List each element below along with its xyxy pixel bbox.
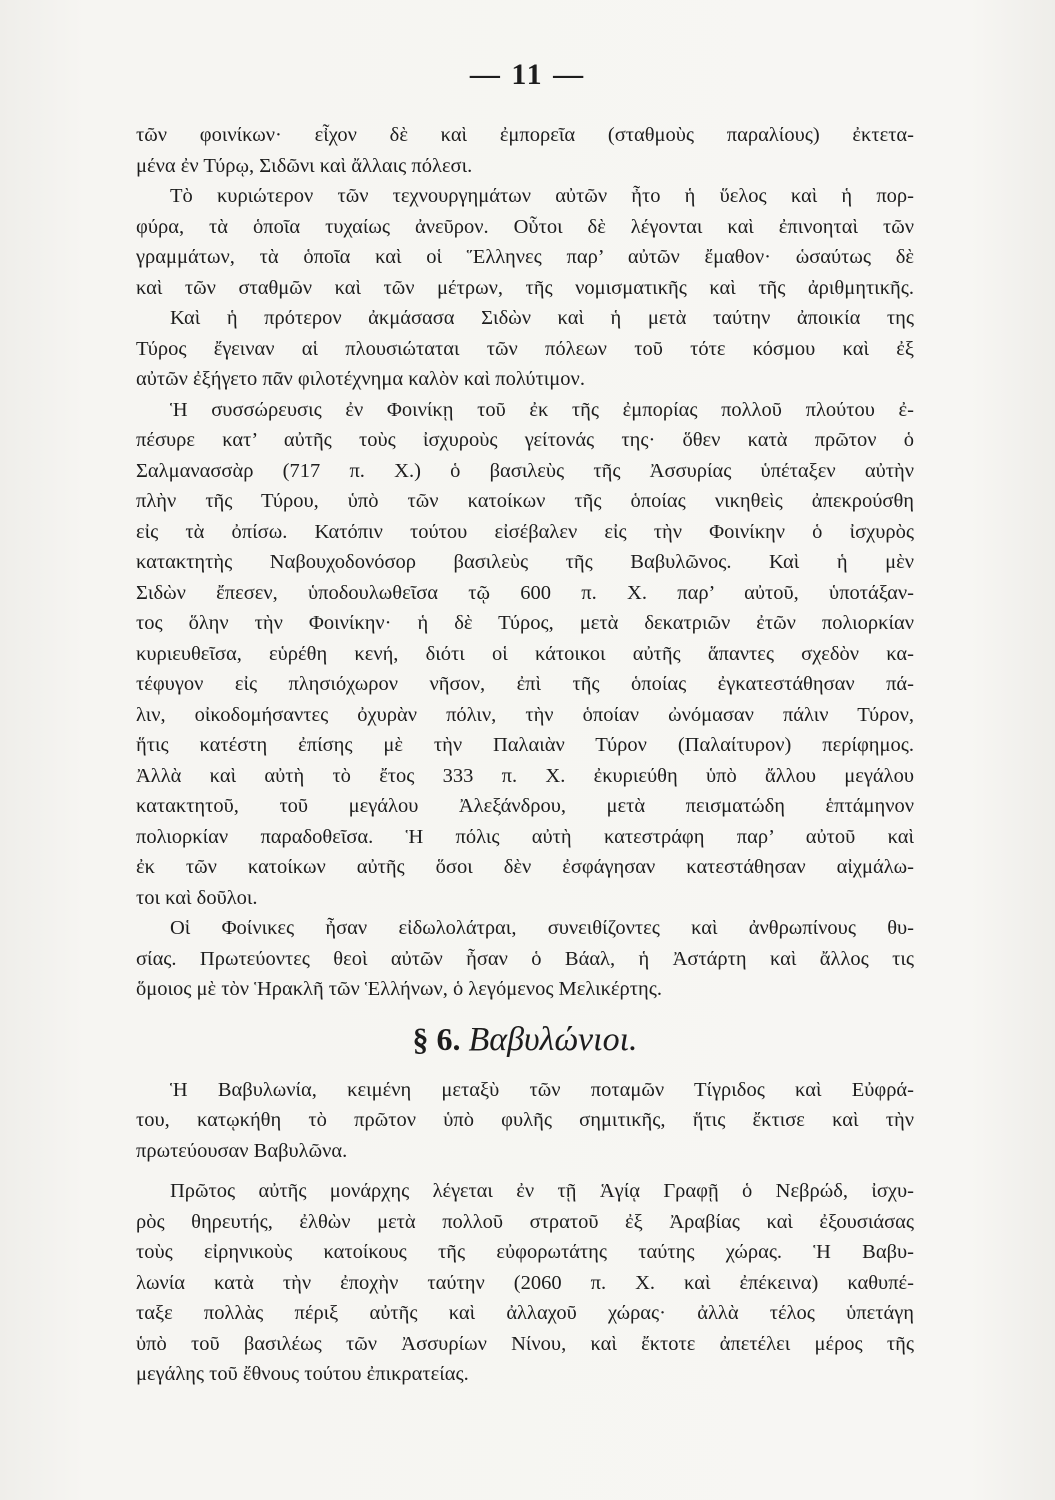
text-line: πρωτεύουσαν Βαβυλῶνα. bbox=[136, 1139, 348, 1162]
text-line: εἰς τὰ ὀπίσω. Κατόπιν τούτου εἰσέβαλεν εἰς τὴν Φοινίκην ὁ ἰσχυρὸς bbox=[136, 520, 914, 543]
text-line: πλὴν τῆς Τύρου, ὑπὸ τῶν κατοίκων τῆς ὁποίας νικηθεὶς ἀπεκρούσθη bbox=[136, 490, 914, 512]
text-line: ἥτις κατέστη ἐπίσης μὲ τὴν Παλαιὰν Τύρον (Παλαίτυρον) περίφημος. bbox=[136, 734, 914, 756]
text-line: κυριευθεῖσα, εὑρέθη κενή, διότι οἱ κάτοικοι αὐτῆς ἅπαντες σχεδὸν κα- bbox=[136, 642, 914, 665]
text-line: πέσυρε κατ’ αὐτῆς τοὺς ἰσχυροὺς γείτονάς της· ὅθεν κατὰ πρῶτον ὁ bbox=[136, 429, 914, 451]
text-line: γραμμάτων, τὰ ὁποῖα καὶ οἱ Ἕλληνες παρ’ αὐτῶν ἔμαθον· ὡσαύτως δὲ bbox=[136, 246, 914, 268]
text-line: αὐτῶν ἐξήγετο πᾶν φιλοτέχνημα καλὸν καὶ πολύτιμον. bbox=[136, 368, 585, 390]
text-line: Ἀλλὰ καὶ αὐτὴ τὸ ἔτος 333 π. Χ. ἐκυριεύθη ὑπὸ ἄλλου μεγάλου bbox=[136, 764, 914, 787]
text-line: τῶν φοινίκων· εἶχον δὲ καὶ ἐμπορεῖα (σταθμοὺς παραλίους) ἐκτετα- bbox=[136, 124, 914, 146]
text-line: μένα ἐν Τύρῳ, Σιδῶνι καὶ ἄλλαις πόλεσι. bbox=[136, 154, 473, 177]
text-line: τέφυγον εἰς πλησιόχωρον νῆσον, ἐπὶ τῆς ὁποίας ἐγκατεστάθησαν πά- bbox=[136, 673, 914, 695]
text-line: λιν, οἰκοδομήσαντες ὀχυρὰν πόλιν, τὴν ὁποίαν ὠνόμασαν πάλιν Τύρον, bbox=[136, 703, 914, 726]
text-line: Καὶ ἡ πρότερον ἀκμάσασα Σιδὼν καὶ ἡ μετὰ ταύτην ἀποικία της bbox=[170, 307, 914, 329]
text-line: πολιορκίαν παραδοθεῖσα. Ἡ πόλις αὐτὴ κατεστράφη παρ’ αὐτοῦ καὶ bbox=[136, 825, 914, 848]
text-line: ἐκ τῶν κατοίκων αὐτῆς ὅσοι δὲν ἐσφάγησαν κατεστάθησαν αἰχμάλω- bbox=[136, 856, 914, 878]
text-line: Σιδὼν ἔπεσεν, ὑποδουλωθεῖσα τῷ 600 π. Χ. παρ’ αὐτοῦ, ὑποτάξαν- bbox=[136, 581, 914, 604]
text-line: ὅμοιος μὲ τὸν Ἡρακλῆ τῶν Ἑλλήνων, ὁ λεγόμενος Μελικέρτης. bbox=[136, 978, 662, 1000]
text-line: φύρα, τὰ ὁποῖα τυχαίως ἀνεῦρον. Οὗτοι δὲ λέγονται καὶ ἐπινοηταὶ τῶν bbox=[136, 215, 914, 238]
text-line: τοι καὶ δοῦλοι. bbox=[136, 886, 258, 909]
text-line: μεγάλης τοῦ ἔθνους τούτου ἐπικρατείας. bbox=[136, 1363, 469, 1385]
text-line: σίας. Πρωτεύοντες θεοὶ αὐτῶν ἦσαν ὁ Βάαλ, ἡ Ἀστάρτη καὶ ἄλλος τις bbox=[136, 947, 914, 970]
text-line: τοὺς εἰρηνικοὺς κατοίκους τῆς εὐφορωτάτης ταύτης χώρας. Ἡ Βαβυ- bbox=[136, 1241, 914, 1263]
text-line: κατακτητοῦ, τοῦ μεγάλου Ἀλεξάνδρου, μετὰ πεισματώδη ἑπτάμηνον bbox=[136, 795, 914, 817]
text-line: ρὸς θηρευτής, ἐλθὼν μετὰ πολλοῦ στρατοῦ ἐξ Ἀραβίας καὶ ἐξουσιάσας bbox=[136, 1210, 914, 1233]
text-line: του, κατῳκήθη τὸ πρῶτον ὑπὸ φυλῆς σημιτικῆς, ἥτις ἔκτισε καὶ τὴν bbox=[136, 1109, 914, 1131]
text-line: ὑπὸ τοῦ βασιλέως τῶν Ἀσσυρίων Νίνου, καὶ ἔκτοτε ἀπετέλει μέρος τῆς bbox=[136, 1332, 914, 1355]
text-line: Τὸ κυριώτερον τῶν τεχνουργημάτων αὐτῶν ἦτο ἡ ὕελος καὶ ἡ πορ- bbox=[170, 185, 914, 207]
text-line: καὶ τῶν σταθμῶν καὶ τῶν μέτρων, τῆς νομισματικῆς καὶ τῆς ἀριθμητικῆς. bbox=[136, 276, 914, 299]
text-line: Οἱ Φοίνικες ἦσαν εἰδωλολάτραι, συνειθίζοντες καὶ ἀνθρωπίνους θυ- bbox=[170, 917, 914, 939]
text-line: Σαλμανασσὰρ (717 π. Χ.) ὁ βασιλεὺς τῆς Ἀσσυρίας ὑπέταξεν αὐτὴν bbox=[136, 459, 914, 482]
text-line: λωνία κατὰ τὴν ἐποχὴν ταύτην (2060 π. Χ. καὶ ἐπέκεινα) καθυπέ- bbox=[136, 1271, 914, 1294]
section-title: Βαβυλώνιοι. bbox=[468, 1020, 638, 1058]
page-number: — 11 — bbox=[469, 58, 586, 91]
section-heading bbox=[136, 1009, 914, 1069]
text-line: ταξε πολλὰς πέριξ αὐτῆς καὶ ἀλλαχοῦ χώρας· ἀλλὰ τέλος ὑπετάγη bbox=[136, 1302, 914, 1324]
body-text bbox=[136, 120, 914, 1390]
text-line: Ἡ συσσώρευσις ἐν Φοινίκῃ τοῦ ἐκ τῆς ἐμπορίας πολλοῦ πλούτου ἐ- bbox=[170, 398, 914, 421]
paragraph-gap bbox=[136, 1166, 914, 1176]
text-line: τος ὅλην τὴν Φοινίκην· ἡ δὲ Τύρος, μετὰ δεκατριῶν ἐτῶν πολιορκίαν bbox=[136, 612, 914, 634]
text-line: Πρῶτος αὐτῆς μονάρχης λέγεται ἐν τῇ Ἁγίᾳ Γραφῇ ὁ Νεβρώδ, ἰσχυ- bbox=[170, 1180, 914, 1202]
text-line: Τύρος ἔγειναν αἱ πλουσιώταται τῶν πόλεων τοῦ τότε κόσμου καὶ ἐξ bbox=[136, 337, 914, 360]
section-mark: § 6. bbox=[412, 1020, 461, 1057]
text-line: κατακτητὴς Ναβουχοδονόσορ βασιλεὺς τῆς Βαβυλῶνος. Καὶ ἡ μὲν bbox=[136, 551, 914, 573]
text-line: Ἡ Βαβυλωνία, κειμένη μεταξὺ τῶν ποταμῶν Τίγριδος καὶ Εὐφρά- bbox=[170, 1078, 914, 1101]
